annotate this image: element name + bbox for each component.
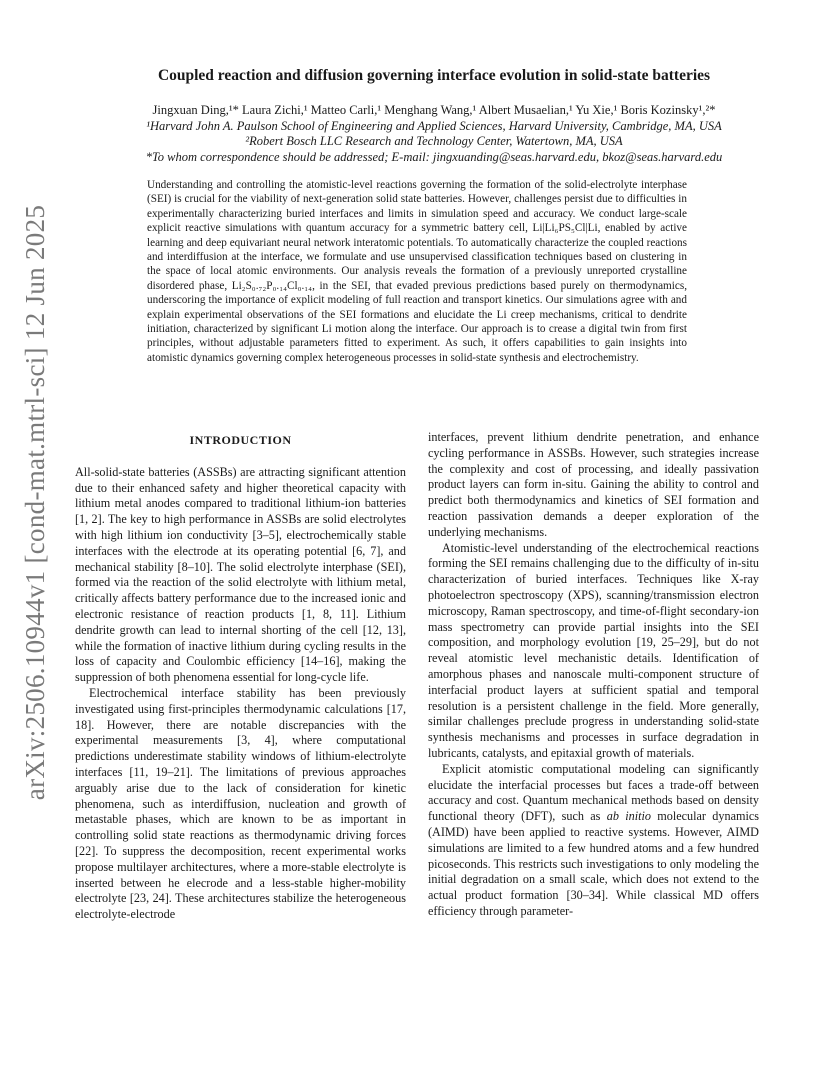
abstract: Understanding and controlling the atomistic-level reactions governing the formation of the solid-electrolyte interphase (SEI) is crucial for the viability of next-generation solid state batteries. However, challenges persist due to difficulties in experimentally characterizing buried interfaces and limits in simulation speed and accuracy. We conduct large-scale explicit reactive simulations with quantum accuracy for a symmetric battery cell, Li|Li₆PS₅Cl|Li, enabled by active learning and deep equivariant neural network interatomic potentials. To automatically characterize the coupled reactions and interdiffusion at the interface, we formulate and use unsupervised classification techniques based on clustering in the space of local atomic environments. Our analysis reveals the formation of a previously unreported crystalline disordered phase, Li₂S₀.₇₂P₀.₁₄Cl₀.₁₄, in the SEI, that evaded previous predictions based purely on thermodynamics, underscoring the importance of explicit modeling of full reaction and transport kinetics. Our simulations agree with and explain experimental observations of the SEI formations and elucidate the Li creep mechanisms, critical to dendrite initiation, characterized by significant Li motion along the interface. Our approach is to crease a digital twin from first principles, without adjustable parameters fitted to experiment. As such, it offers capabilities to gain insights into atomistic dynamics governing complex heterogeneous processes in solid-state synthesis and electrochemistry. xyxy=(147,179,687,364)
section-heading: INTRODUCTION xyxy=(189,433,292,447)
author-block xyxy=(60,103,808,165)
left-column xyxy=(75,430,406,923)
emphasis-text: ab initio xyxy=(606,809,651,824)
affiliation-2: ²Robert Bosch LLC Research and Technology Center, Watertown, MA, USA xyxy=(245,134,623,148)
arxiv-identifier: arXiv:2506.10944v1 [cond-mat.mtrl-sci] 12 Jun 2025 xyxy=(20,204,51,800)
right-column xyxy=(428,430,759,920)
arxiv-identifier-sidebar xyxy=(14,204,58,800)
paragraph-text: Explicit atomistic computational modeling can significantly elucidate the interfacial processes but faces a trade-off between accuracy and cost. Quantum mechanical methods based on density functional theory (DFT), such as xyxy=(428,761,759,824)
paper-title: Coupled reaction and diffusion governing interface evolution in solid-state batteries xyxy=(157,67,711,84)
paragraph-text: molecular dynamics (AIMD) have been applied to reactive systems. However, AIMD simulations are limited to a few hundred atoms and a few hundred picoseconds. This restricts such investigations to only modeling the initial degradation on a small scale, which does not extend to the actual product formation [30–34]. While classical MD offers efficiency through parameter- xyxy=(428,809,760,918)
paragraph: All-solid-state batteries (ASSBs) are attracting significant attention due to their enhanced safety and higher theoretical capacity with lithium metal anodes compared to traditional lithium-ion batteries [1, 2]. The key to high performance in ASSBs are solid electrolytes with high lithium ion conductivity [3–5], electrochemically stable interfaces with the electrode at its operating potential [6, 7], and mechanical stability [8–10]. The solid electrolyte interphase (SEI), formed via the reaction of the solid electrolyte with lithium metal, critically affects battery performance due to the increased ionic and electronic resistance of reaction products [1, 8, 11]. Lithium dendrite growth can lead to internal shorting of the cell [12, 13], while the formation of inactive lithium during cycling results in the loss of capacity and Coulombic efficiency [14–16], making the suppression of both phenomena essential for long-cycle life. xyxy=(75,464,406,685)
affiliation-1: ¹Harvard John A. Paulson School of Engineering and Applied Sciences, Harvard University, Cambridge, MA, USA xyxy=(146,118,722,133)
paragraph: Atomistic-level understanding of the electrochemical reactions forming the SEI remains challenging due to the difficulty of in-situ characterization of buried interfaces. Techniques like X-ray photoelectron spectroscopy (XPS), scanning/transmission electron microscopy, Raman spectroscopy, and time-of-flight secondary-ion mass spectrometry can provide partial insights into the SEI composition, and morphology evolution [19, 25–29], but do not reveal atomistic level mechanistic details. Identification of amorphous phases and nanoscale multi-component structure of interfacial product layers at sufficient spatial and temporal resolution is a persistent challenge in the field. More generally, similar challenges preclude progress in understanding solid-state synthesis mechanisms and processes in surface degradation in lubricants, catalysts, and epitaxial growth of materials. xyxy=(428,540,759,760)
paragraph: interfaces, prevent lithium dendrite penetration, and enhance cycling performance in ASSBs. However, such strategies increase the complexity and cost of processing, and ideally passivation product layers can form in-situ. Gaining the ability to control and predict both thermodynamics and kinetics of SEI formation and reaction passivation demands a deeper exploration of the underlying mechanisms. xyxy=(428,430,759,539)
paragraph: Electrochemical interface stability has been previously investigated using first-principles thermodynamic calculations [17, 18]. However, there are notable discrepancies with the experimental measurements [3, 4], where computational predictions underestimate stability windows of lithium-electrolyte interfaces [11, 19–21]. The limitations of previous approaches arguably arise due to the lack of consideration for kinetic phenomena, such as interdiffusion, nucleation and growth of metastable phases, which are known to be as important in controlling solid state reactions as thermodynamic driving forces [22]. To suppress the decomposition, recent experimental works propose multilayer architectures, where a more-stable electrolyte is inserted between he elecrode and a less-stable higher-mobility electrolyte [23, 24]. These architectures stabilize the heterogeneous electrolyte-electrode xyxy=(75,685,406,922)
author-list: Jingxuan Ding,¹* Laura Zichi,¹ Matteo Carli,¹ Menghang Wang,¹ Albert Musaelian,¹ Yu Xie,¹ Boris Kozinsky¹,²* xyxy=(152,103,716,117)
paragraph xyxy=(428,762,759,920)
correspondence-note: *To whom correspondence should be addressed; E-mail: jingxuanding@seas.harvard.edu, bkoz@seas.harvard.edu xyxy=(145,149,723,164)
